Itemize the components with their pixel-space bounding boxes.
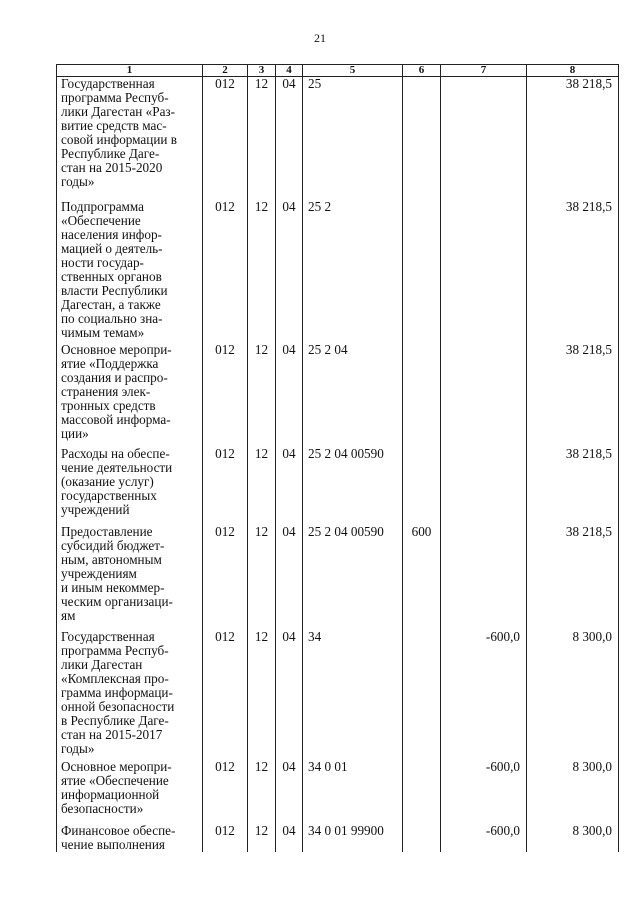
header-col-1: 1 [57, 65, 203, 77]
cell-target-article: 25 2 04 [303, 343, 403, 447]
budget-table [56, 64, 619, 852]
cell-change [441, 447, 527, 525]
table-row [57, 760, 619, 824]
row-name: Государственная программа Респуб- лики Дагестан «Раз- витие средств мас- совой информации в Республике Даге- стан на 2015-2020 годы» [57, 77, 203, 201]
cell-change [441, 525, 527, 630]
row-name: Расходы на обеспе- чение деятельности (оказание услуг) государственных учреждений [57, 447, 203, 525]
cell-ministry: 012 [203, 760, 248, 824]
cell-target-article: 34 0 01 [303, 760, 403, 824]
cell-target-article: 25 2 04 00590 [303, 447, 403, 525]
cell-ministry: 012 [203, 630, 248, 760]
cell-change [441, 77, 527, 201]
cell-section: 12 [248, 760, 276, 824]
cell-amount: 8 300,0 [527, 630, 619, 760]
cell-section: 12 [248, 447, 276, 525]
header-col-5: 5 [303, 65, 403, 77]
cell-expense-type [403, 630, 441, 760]
cell-ministry: 012 [203, 77, 248, 201]
cell-section: 12 [248, 77, 276, 201]
cell-target-article: 34 0 01 99900 [303, 824, 403, 852]
cell-ministry: 012 [203, 525, 248, 630]
cell-ministry: 012 [203, 824, 248, 852]
cell-target-article: 25 2 [303, 200, 403, 343]
header-row [57, 65, 619, 77]
cell-target-article: 34 [303, 630, 403, 760]
cell-expense-type [403, 77, 441, 201]
header-col-8: 8 [527, 65, 619, 77]
cell-expense-type [403, 760, 441, 824]
cell-amount: 38 218,5 [527, 343, 619, 447]
page-number: 21 [314, 31, 326, 45]
row-name: Основное меропри- ятие «Поддержка создания и распро- странения элек- тронных средств массовой информа- ции» [57, 343, 203, 447]
table-row [57, 200, 619, 343]
header-col-7: 7 [441, 65, 527, 77]
table-row [57, 77, 619, 201]
table-row [57, 343, 619, 447]
cell-amount: 8 300,0 [527, 760, 619, 824]
cell-amount: 38 218,5 [527, 200, 619, 343]
cell-section: 12 [248, 200, 276, 343]
cell-section: 12 [248, 525, 276, 630]
row-name: Государственная программа Респуб- лики Дагестан «Комплексная про- грамма информаци- онной безопасности в Республике Даге- стан на 2015-2017 годы» [57, 630, 203, 760]
header-col-6: 6 [403, 65, 441, 77]
cell-change [441, 343, 527, 447]
header-col-3: 3 [248, 65, 276, 77]
cell-subsection: 04 [276, 343, 303, 447]
row-name: Финансовое обеспе- чение выполнения [57, 824, 203, 852]
cell-expense-type: 600 [403, 525, 441, 630]
cell-subsection: 04 [276, 77, 303, 201]
cell-subsection: 04 [276, 447, 303, 525]
table-row [57, 824, 619, 852]
cell-change: -600,0 [441, 824, 527, 852]
cell-subsection: 04 [276, 630, 303, 760]
cell-amount: 38 218,5 [527, 525, 619, 630]
cell-subsection: 04 [276, 824, 303, 852]
cell-expense-type [403, 447, 441, 525]
row-name: Предоставление субсидий бюджет- ным, автономным учреждениям и иным некоммер- ческим организаци- ям [57, 525, 203, 630]
cell-ministry: 012 [203, 447, 248, 525]
cell-expense-type [403, 824, 441, 852]
cell-change: -600,0 [441, 630, 527, 760]
cell-section: 12 [248, 630, 276, 760]
table-row [57, 630, 619, 760]
cell-target-article: 25 2 04 00590 [303, 525, 403, 630]
header-col-2: 2 [203, 65, 248, 77]
cell-target-article: 25 [303, 77, 403, 201]
cell-ministry: 012 [203, 200, 248, 343]
cell-change [441, 200, 527, 343]
cell-expense-type [403, 200, 441, 343]
cell-section: 12 [248, 824, 276, 852]
table-row [57, 525, 619, 630]
cell-amount: 38 218,5 [527, 447, 619, 525]
cell-subsection: 04 [276, 200, 303, 343]
cell-ministry: 012 [203, 343, 248, 447]
table-row [57, 447, 619, 525]
cell-amount: 38 218,5 [527, 77, 619, 201]
cell-expense-type [403, 343, 441, 447]
row-name: Основное меропри- ятие «Обеспечение информационной безопасности» [57, 760, 203, 824]
cell-subsection: 04 [276, 525, 303, 630]
row-name: Подпрограмма «Обеспечение населения инфор- мацией о деятель- ности государ- ственных органов власти Республики Дагестан, а также по социально зна- чимым темам» [57, 200, 203, 343]
header-col-4: 4 [276, 65, 303, 77]
cell-section: 12 [248, 343, 276, 447]
cell-change: -600,0 [441, 760, 527, 824]
cell-amount: 8 300,0 [527, 824, 619, 852]
cell-subsection: 04 [276, 760, 303, 824]
